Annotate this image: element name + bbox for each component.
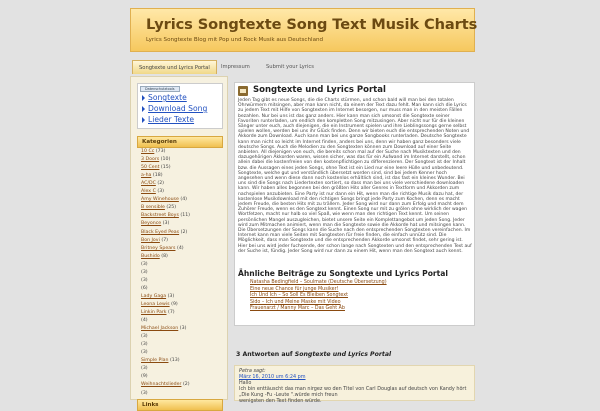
post	[234, 82, 475, 326]
category-count: (7)	[161, 237, 169, 243]
comment-text-line: Ich bin enttäuscht das man nirgez wo den Titel von Carl Douglas auf deutsch von Kandy hört	[239, 386, 467, 392]
site-description: Lyrics Songtexte Blog mit Pop und Rock Musik aus Deutschland	[146, 37, 324, 43]
main-navigation	[130, 60, 475, 74]
category-item	[141, 197, 187, 203]
category-count: (9)	[141, 374, 148, 380]
category-item	[141, 157, 170, 163]
category-count: (3)	[141, 277, 148, 283]
category-item	[141, 189, 164, 195]
category-link[interactable]: Michael Jackson	[141, 326, 179, 332]
category-item	[141, 221, 169, 227]
category-count: (7)	[168, 310, 175, 315]
category-link[interactable]: B sensible	[141, 205, 165, 211]
post-title[interactable]: Songtexte und Lyrics Portal	[253, 85, 386, 95]
category-count: (3)	[141, 261, 148, 267]
category-link[interactable]: Beyonce	[141, 221, 162, 227]
related-post-link[interactable]: Ich Und Ich – So Soll Es Bleiben Songtext	[250, 293, 349, 299]
category-link[interactable]: Bon Jovi	[141, 237, 160, 243]
category-link[interactable]: AC/DC	[141, 181, 156, 187]
category-link[interactable]: Backstreet Boys	[141, 213, 179, 219]
category-item	[141, 326, 186, 332]
category-link[interactable]: Leona Lewis	[141, 301, 170, 307]
category-count: (4)	[141, 318, 148, 324]
category-count: (3)	[157, 189, 164, 195]
category-link[interactable]: a-ha	[141, 173, 152, 179]
category-item	[141, 173, 163, 179]
comment-text-line: „Die Kung -Fu -Leute ".würde mich freun	[239, 392, 338, 398]
category-item	[141, 213, 190, 219]
related-post-link[interactable]: Frauenarzt / Manny Marc – Das Geht Ab	[250, 306, 345, 312]
category-item	[141, 382, 190, 388]
site-header	[130, 8, 478, 52]
category-item	[141, 374, 148, 380]
category-count: (3)	[141, 342, 148, 348]
category-count: (8)	[161, 253, 168, 259]
category-link[interactable]: 50 Cent	[141, 165, 160, 171]
category-item	[141, 294, 174, 300]
comment-text-line: wenigsten den Text finden würde.	[239, 398, 322, 404]
category-item	[141, 366, 148, 372]
category-link[interactable]: Lady Gaga	[141, 293, 167, 299]
category-count: (4)	[180, 197, 188, 203]
related-post-link[interactable]: Sido – Ich und Meine Maske mit Video	[250, 299, 341, 305]
privacy-badge[interactable]: Datenschutztools	[140, 86, 180, 92]
category-link[interactable]: 10 Cc	[141, 149, 155, 154]
sidebar	[130, 76, 228, 408]
category-link[interactable]: Bushido	[141, 253, 160, 259]
post-body: Jeden Tag gibt es neue Songs, die die Charts stürmen, und schon bald will man bei den totalen Ohrwürmern mitsingen, aber man kann nicht, da einem der Text dazu fehlt. Man kann sich die Lyrics zu jedem Text mit Hilfe von Songtexten im Internet besorgen, nur muss man in den meisten Fällen bezahlen. Nur bei uns ist das ganz anders. Hier kann man sich umsonst die Songtexte seiner Favoriten runterladen, um endlich den kompletten Song mitzusingen. Aber nicht nur für die kleinen Sänger unter euch, auch diejenigen, die ein Instrument spielen und ihre Lieblingssongs gerne selbst spielen wollen, werden bei uns ihr Glück finden. Denn wir bieten euch die entsprechenden Noten und Akkorde zum Download. Auch kann man bei uns ganze Songbooks runterladen. Deutsche Songtexte kann man nicht so leicht im Internet finden, anders bei uns, denn wir haben ganz besonders viele deutsche Songs. Auch die Melodien zu den Songtexten können zum Download auf einer Seite anbieten. All diejenigen von euch, die bereits schon mal auf der Suche nach Musiktexten und den dazugehörigen Akkorden waren, wissen sicher, was das für ein Aufwand im Internet darstellt, schon allein dabei die kostenfreien von den kostenpflichtigen zu differenzieren. Der Songtext ist der Inhalt bzw. die Aussagen eines jeden Songs, ohne Text ist ein Lied nur eine leere Hülle und unbedeutend. Songtexte, welche gut und verständlich übersetzt worden sind, sind bei jedem Kenner hoch angesehen und wenn diese dann noch kostenlos erhältlich sind, ist das fast ein kleines Wunder. Bei uns sind die Songs nach Liedertexten sortiert, so dass man bei uns viele verschiedene downloaden kann. Wir haben alles begonnen bei den größten Hits aller Genres in Textform und Akkorden zum nachspielen anzubieten. Eine Party ist nur dann ein Hit, wenn man die richtige Musik dazu hat, der kostenlose Musikdownload mit den richtigen Songs bringt jede Party zum Kochen, denn es macht jedem Freude, die besten Hits mit zu trällern. Jeder Song wird nur dann zum Erfolg und macht dem Zuhörer Freude, wenn es den Songtext kennt. Einen Song nur mit zu grölen ohne wirklich der wagen Wortfetzen, macht nur halb so viel Spaß, wie wenn man den richtigen Text kennt. Um seinen persönlichen Mangel auszugleichen, bietet unsere Seite ein Komplettangebot um jeden Song. Jeder wird zum Mitmachen animiert, wenn man die Songtexte sowie die Akkorde hat und mitsingen kann. Die Übersetzungen der Songs kann die Suche nach den entsprechenden Songtexten vereinfachen. Im Internet kann man viele Seiten mit Songtexten für freie finden, die einfach unnütz sind. Die Möglichkeit, dass man Songtexte und die entsprechenden Akkorde umsonst findet, sehr gering ist. Hier bei uns wird jeder fuchsende, der schon lange nach Songtexten und den entsprechenden Text auf der Suche ist, fündig. Jeder Song wird nur dann zu einem Hit, wenn man den Songtext auch kennt.	[238, 98, 472, 254]
category-count: (2)	[157, 181, 164, 187]
category-link[interactable]: Weihnachtslieder	[141, 382, 182, 388]
tab-submit-lyrics[interactable]: Submit your Lyrics	[266, 64, 314, 70]
category-count: (13)	[169, 358, 180, 364]
related-post-link[interactable]: Natasha Bedingfield – Soulmate (Deutsche Übersetzung)	[250, 280, 387, 285]
arrow-right-icon	[142, 95, 145, 101]
category-item	[141, 391, 148, 397]
category-item	[141, 181, 164, 187]
comments-heading: 3 Antworten auf Songtexte und Lyrics Portal	[236, 351, 392, 358]
category-item	[141, 246, 184, 252]
category-count: (2)	[180, 229, 188, 235]
category-item	[141, 230, 187, 236]
category-item	[141, 149, 165, 155]
category-count: (4)	[176, 245, 184, 251]
comment	[234, 365, 475, 404]
category-link[interactable]: 3 Doors	[141, 157, 160, 163]
category-item	[141, 238, 168, 244]
sidebar-link-songtexte[interactable]: Songtexte	[142, 93, 187, 102]
comment-date-link[interactable]: März 16, 2010 um 6:24 pm	[239, 374, 306, 380]
category-count: (11)	[180, 213, 191, 219]
category-link[interactable]: Linkin Park	[141, 310, 167, 315]
category-count: (3)	[162, 221, 170, 227]
sidebar-link-download-song[interactable]: Download Song	[142, 104, 207, 113]
categories-heading: Kategorien	[137, 136, 223, 148]
category-count: (10)	[160, 157, 171, 163]
category-link[interactable]: Amy Winehouse	[141, 197, 179, 203]
category-count: (3)	[141, 390, 148, 396]
tab-impressum[interactable]: Impressum	[221, 64, 250, 70]
category-count: (3)	[179, 326, 187, 332]
category-count: (3)	[167, 293, 175, 299]
related-posts-heading: Ähnliche Beiträge zu Songtexte und Lyrics Portal	[238, 269, 449, 278]
category-item	[141, 286, 148, 292]
category-item	[141, 358, 180, 364]
category-count: (6)	[141, 285, 148, 291]
main-content	[234, 76, 475, 404]
category-count: (18)	[152, 173, 163, 179]
category-count: (25)	[166, 205, 177, 211]
category-item	[141, 334, 148, 340]
category-item	[141, 270, 148, 276]
category-item	[141, 165, 171, 171]
category-count: (3)	[141, 350, 148, 356]
category-item	[141, 278, 148, 284]
category-item	[141, 350, 148, 356]
category-count: (73)	[155, 149, 166, 154]
category-count: (3)	[141, 334, 148, 340]
category-link[interactable]: Alex C	[141, 189, 156, 195]
category-count: (9)	[171, 301, 178, 307]
page-wrapper	[130, 8, 478, 408]
category-item	[141, 254, 168, 260]
arrow-right-icon	[142, 106, 145, 112]
category-item	[141, 342, 148, 348]
category-link[interactable]: Simple Plan	[141, 358, 169, 364]
post-icon	[238, 86, 248, 96]
category-count: (2)	[182, 382, 190, 388]
comment-author: Petra sagt:	[239, 368, 266, 374]
category-count: (15)	[160, 165, 171, 171]
tab-songtexte-portal[interactable]: Songtexte und Lyrics Portal	[132, 60, 217, 74]
category-link[interactable]: Black Eyed Peas	[141, 229, 180, 235]
category-count: (3)	[141, 269, 148, 275]
category-item	[141, 262, 148, 268]
category-item	[141, 310, 175, 316]
category-link[interactable]: Britney Spears	[141, 245, 176, 251]
sidebar-link-lieder-texte[interactable]: Lieder Texte	[142, 115, 194, 124]
category-item	[141, 302, 178, 308]
category-item	[141, 318, 148, 324]
category-item	[141, 205, 176, 211]
arrow-right-icon	[142, 117, 145, 123]
links-heading: Links	[137, 399, 223, 411]
category-count: (3)	[141, 366, 148, 372]
link-widget	[137, 83, 223, 129]
related-post-link[interactable]: Eine neue Chance für junge Musiker!	[250, 286, 339, 292]
comment-text-line: Hallo	[239, 380, 252, 386]
site-title[interactable]: Lyrics Songtexte Song Text Musik Charts	[146, 16, 478, 33]
